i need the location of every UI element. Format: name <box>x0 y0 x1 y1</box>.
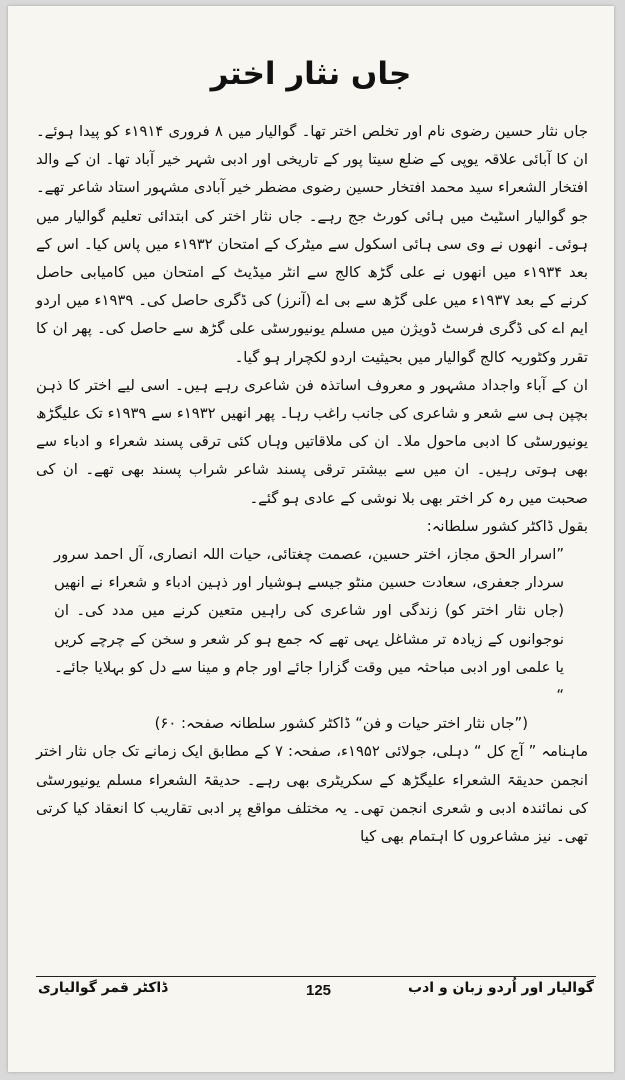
paragraph-biography: جاں نثار حسین رضوی نام اور تخلص اختر تھا۔ گوالیار میں ۸ فروری ۱۹۱۴ء کو پیدا ہوئے۔ ان کا آبائی علاقہ یوپی کے ضلع سیتا پور کے تاریخی اور ادبی شہر خیر آباد تھا۔ ان کے والد افتخار الشعراء سید محمد افتخار حسین رضوی مضطر خیر آبادی مشہور استاد شاعر تھے۔ جو گوالیار اسٹیٹ میں ہائی کورٹ جج رہے۔ جاں نثار اختر کی ابتدائی تعلیم گوالیار میں ہوئی۔ انھوں نے وی سی ہائی اسکول سے میٹرک کے امتحان ۱۹۳۲ء میں پاس کیا۔ اس کے بعد ۱۹۳۴ء میں انھوں نے علی گڑھ کالج سے انٹر میڈیٹ کے امتحان میں کامیابی حاصل کرنے کے بعد ۱۹۳۷ء میں علی گڑھ سے بی اے (آنرز) کی ڈگری حاصل کی۔ ۱۹۳۹ء میں اردو ایم اے کی ڈگری فرسٹ ڈویژن میں مسلم یونیورسٹی علی گڑھ سے حاصل کی۔ پھر ان کا تقرر وکٹوریہ کالج گوالیار میں بحیثیت اردو لکچرار ہو گیا۔ <box>36 123 588 366</box>
body-text <box>36 118 588 851</box>
footer-divider <box>36 976 596 977</box>
block-quote: ”اسرار الحق مجاز، اختر حسین، عصمت چغتائی، حیات اللہ انصاری، آل احمد سرور سردار جعفری، سعادت حسین منٹو جیسے ہوشیار اور ذہین ادباء و شعراء نے انھیں (جاں نثار اختر کو) زندگی اور شاعری کی راہیں متعین کرنے میں مدد کی۔ ان نوجوانوں کے زیادہ تر مشاغل یہی تھے کہ جمع ہو کر شعر و سخن کے چرچے کریں یا علمی اور ادبی مباحثہ میں وقت گزارا جائے اور جام و مینا سے دل کو بہلایا جائے۔ “ <box>54 546 564 705</box>
paragraph-literary-influence: ان کے آباء واجداد مشہور و معروف اساتذہ فن شاعری رہے ہیں۔ اسی لیے اختر کا ذہن بچپن ہی سے شعر و شاعری کی جانب راغب رہا۔ پھر انھیں ۱۹۳۲ء سے ۱۹۳۹ء تک علیگڑھ یونیورسٹی کا ادبی ماحول ملا۔ ان کی ملاقاتیں وہاں کئی ترقی پسند شعراء و ادباء سے بھی ہوتی رہیں۔ ان میں سے بیشتر ترقی پسند شاعر شراب پسند بھی تھے۔ ان کی صحبت میں رہ کر اختر بھی بلا نوشی کے عادی ہو گئے۔ <box>36 376 588 507</box>
book-page <box>8 6 614 1072</box>
quote-reference: (”جاں نثار اختر حیات و فن“ ڈاکٹر کشور سلطانہ صفحہ: ۶۰) <box>154 715 528 733</box>
page-number: 125 <box>306 982 332 999</box>
paragraph-closing: ماہنامہ ” آج کل “ دہلی، جولائی ۱۹۵۲ء، صفحہ: ۷ کے مطابق ایک زمانے تک جاں نثار اختر انجمن حدیقۃ الشعراء علیگڑھ کے سکریٹری بھی رہے۔ حدیقۃ الشعراء مسلم یونیورسٹی کی نمائندہ ادبی و شعری انجمن تھی۔ یہ مختلف مواقع پر ادبی تقاریب کا انعقاد کیا کرتی تھی۔ نیز مشاعروں کا اہتمام بھی کیا <box>36 743 588 846</box>
paragraph-quote-intro: بقول ڈاکٹر کشور سلطانہ: <box>426 517 588 535</box>
page-title: جاں نثار اختر <box>210 56 412 92</box>
footer-book-title: گوالیار اور اُردو زبان و ادب <box>408 980 594 996</box>
footer-author: ڈاکٹر قمر گوالیاری <box>38 980 168 996</box>
page-footer <box>36 978 596 1008</box>
